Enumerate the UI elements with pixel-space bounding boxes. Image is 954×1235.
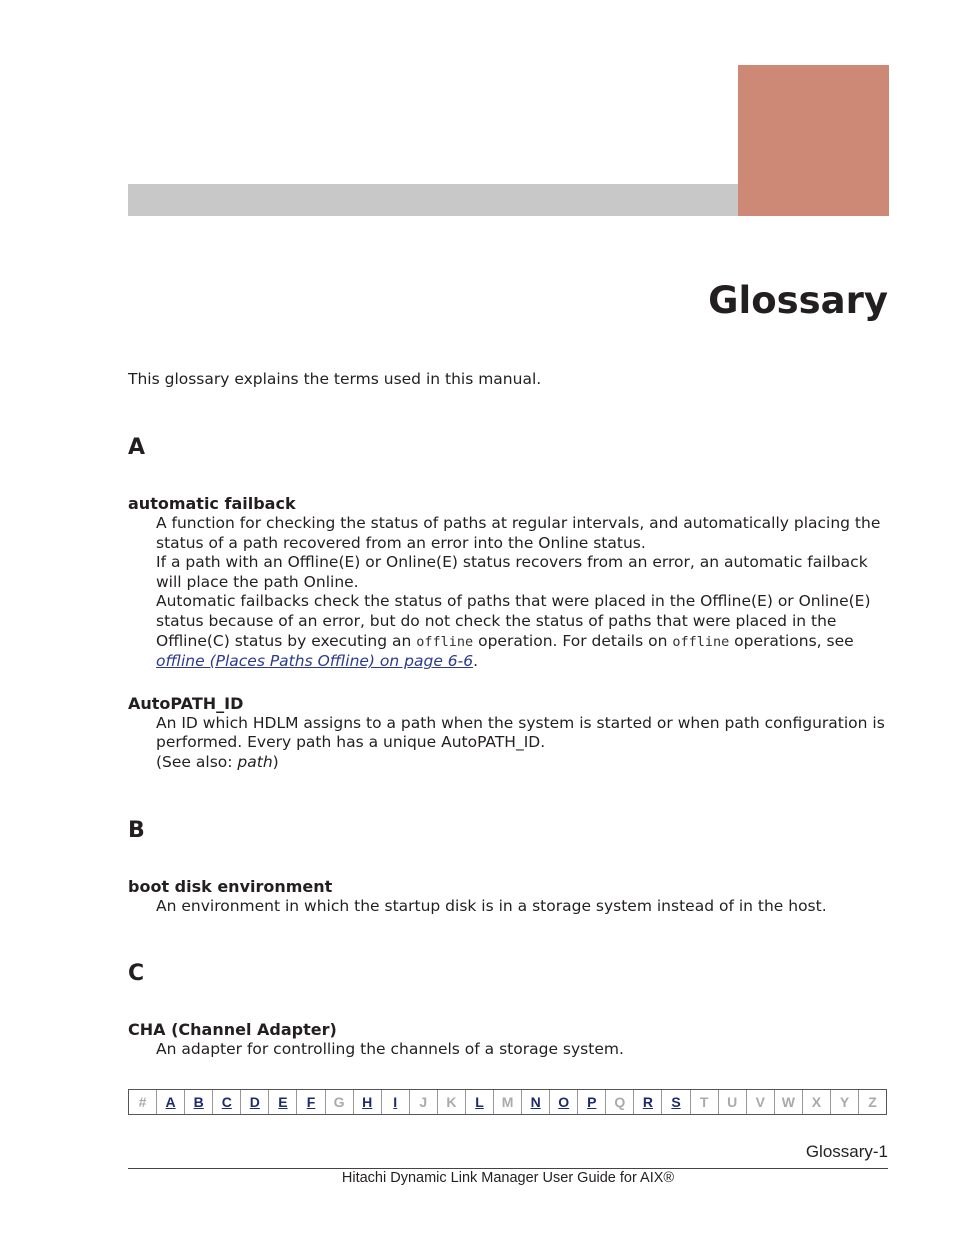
page-title: Glossary <box>708 279 888 322</box>
code-offline: offline <box>672 633 730 650</box>
alphabet-index-nav <box>128 1089 887 1115</box>
see-also-term: path <box>237 752 273 771</box>
footer-book-title: Hitachi Dynamic Link Manager User Guide for AIX® <box>341 1170 675 1186</box>
index-link-g: G <box>326 1090 354 1114</box>
index-link-c[interactable]: C <box>213 1090 241 1114</box>
text-run: operations, see <box>729 631 854 650</box>
index-link-s[interactable]: S <box>662 1090 690 1114</box>
definition-automatic-failback <box>156 514 888 672</box>
index-link-e[interactable]: E <box>269 1090 297 1114</box>
index-link-y: Y <box>831 1090 859 1114</box>
section-letter-c: C <box>128 961 145 987</box>
intro-text: This glossary explains the terms used in this manual. <box>128 370 542 388</box>
term-autopath-id: AutoPATH_ID <box>128 693 244 713</box>
index-link-u: U <box>719 1090 747 1114</box>
section-letter-b: B <box>128 817 145 843</box>
definition-paragraph: An environment in which the startup disk is in a storage system instead of in the host. <box>156 896 827 915</box>
index-link-o[interactable]: O <box>550 1090 578 1114</box>
index-link-f[interactable]: F <box>297 1090 325 1114</box>
section-letter-a: A <box>128 435 146 460</box>
index-link-v: V <box>747 1090 775 1114</box>
definition-paragraph <box>156 592 888 671</box>
footer-divider <box>128 1168 888 1169</box>
see-also <box>156 753 888 773</box>
term-cha: CHA (Channel Adapter) <box>128 1020 337 1040</box>
term-automatic-failback: automatic failback <box>128 494 296 513</box>
index-link-l[interactable]: L <box>466 1090 494 1114</box>
definition-paragraph: An adapter for controlling the channels of a storage system. <box>156 1040 624 1059</box>
index-link-i[interactable]: I <box>382 1090 410 1114</box>
text-run: ) <box>272 752 279 771</box>
page-number: Glossary-1 <box>805 1142 888 1161</box>
text-run: (See also: <box>156 752 238 771</box>
index-link-p[interactable]: P <box>578 1090 606 1114</box>
text-run: . <box>473 652 479 671</box>
index-link-q: Q <box>606 1090 634 1114</box>
code-offline: offline <box>416 633 474 650</box>
definition-boot-disk-environment <box>156 897 888 917</box>
index-link-t: T <box>691 1090 719 1114</box>
chapter-accent-block <box>738 65 889 216</box>
index-link-m: M <box>494 1090 522 1114</box>
chapter-header-bar <box>128 184 738 216</box>
index-link-z: Z <box>868 1094 877 1110</box>
text-run: Automatic failbacks check the status of paths that were placed in the Offline(E) or Online(E) status because of an error, but do not check the status of paths that were placed in the Offline(C) status by executing an <box>156 592 871 650</box>
definition-autopath-id <box>156 714 888 773</box>
text-run: operation. For details on <box>473 631 673 650</box>
index-link-w: W <box>775 1090 803 1114</box>
index-link-h[interactable]: H <box>354 1090 382 1114</box>
definition-paragraph: A function for checking the status of paths at regular intervals, and automatically placing the status of a path recovered from an error into the Online status. <box>156 514 881 552</box>
index-link-k: K <box>438 1090 466 1114</box>
index-link-n[interactable]: N <box>522 1090 550 1114</box>
index-link-d[interactable]: D <box>241 1090 269 1114</box>
definition-paragraph: If a path with an Offline(E) or Online(E) status recovers from an error, an automatic failback will place the path Online. <box>156 553 868 591</box>
index-link-a[interactable]: A <box>157 1090 185 1114</box>
index-link-hash: # <box>129 1090 157 1114</box>
index-link-r[interactable]: R <box>634 1090 662 1114</box>
glossary-content <box>128 432 888 1060</box>
offline-cross-reference-link[interactable]: offline (Places Paths Offline) on page 6-6 <box>156 652 474 671</box>
index-link-j: J <box>410 1090 438 1114</box>
definition-paragraph: An ID which HDLM assigns to a path when the system is started or when path configuration is performed. Every path has a unique AutoPATH_ID. <box>156 713 885 752</box>
definition-cha <box>156 1040 888 1060</box>
term-boot-disk-environment: boot disk environment <box>128 876 333 896</box>
index-link-b[interactable]: B <box>185 1090 213 1114</box>
index-link-x: X <box>803 1090 831 1114</box>
